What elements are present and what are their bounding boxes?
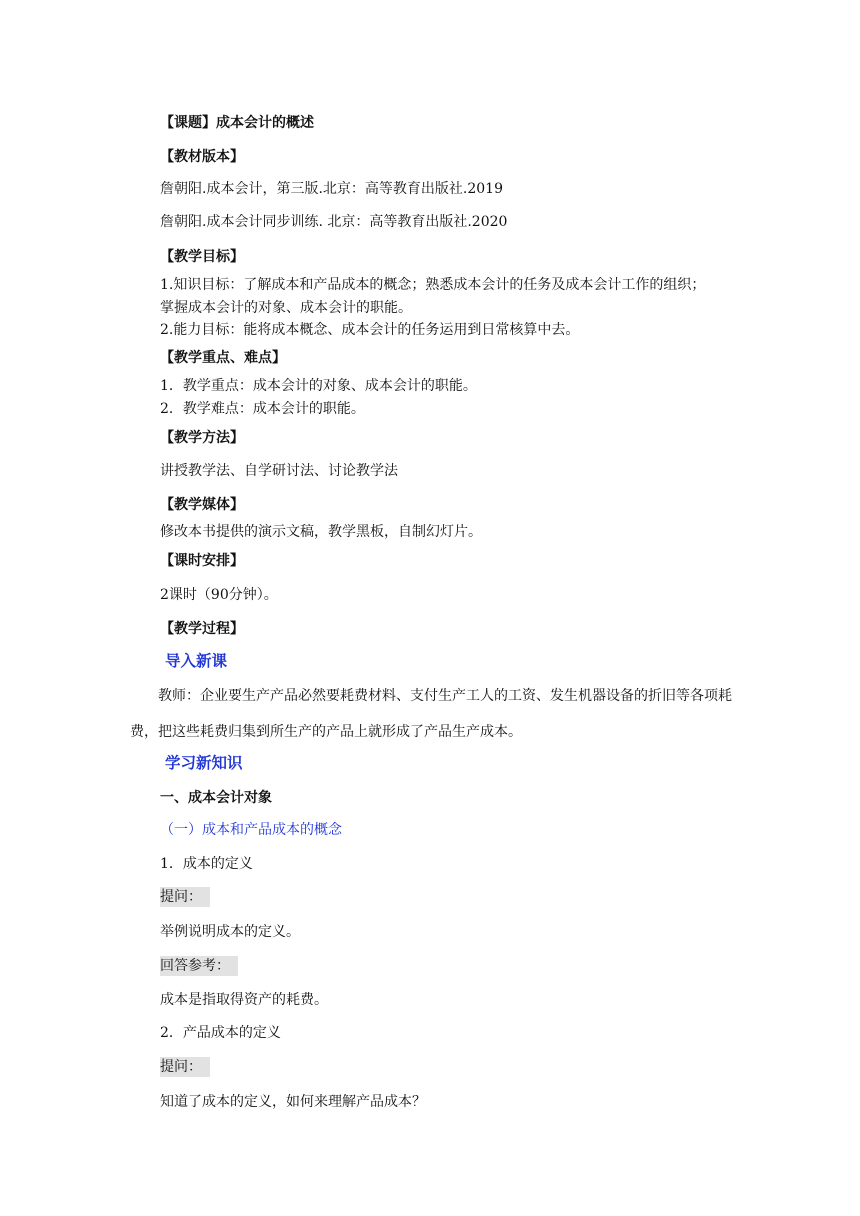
ask-text-2: 知道了成本的定义，如何来理解产品成本？ bbox=[160, 1094, 426, 1110]
keypoint-1: 1．教学重点：成本会计的对象、成本会计的职能。 bbox=[160, 378, 477, 394]
schedule-heading: 【课时安排】 bbox=[160, 553, 244, 569]
answer-label-1-text: 回答参考： bbox=[160, 956, 238, 976]
methods-text: 讲授教学法、自学研讨法、讨论教学法 bbox=[160, 463, 398, 479]
subsection-1-heading: （一）成本和产品成本的概念 bbox=[160, 822, 342, 838]
textbook-line-2: 詹朝阳.成本会计同步训练. 北京：高等教育出版社.2020 bbox=[160, 214, 508, 230]
answer-text-1: 成本是指取得资产的耗费。 bbox=[160, 992, 328, 1008]
goals-heading: 【教学目标】 bbox=[160, 249, 244, 265]
schedule-text: 2课时（90分钟）。 bbox=[160, 587, 278, 603]
goal-1-line-b: 掌握成本会计的对象、成本会计的职能。 bbox=[160, 300, 412, 316]
methods-heading: 【教学方法】 bbox=[160, 430, 244, 446]
keypoints-heading: 【教学重点、难点】 bbox=[160, 350, 286, 366]
intro-paragraph: 教师：企业要生产产品必然要耗费材料、支付生产工人的工资、发生机器设备的折旧等各项耗费，把这些耗费归集到所生产的产品上就形成了产品生产成本。 bbox=[130, 688, 732, 740]
textbook-heading: 【教材版本】 bbox=[160, 149, 244, 165]
new-knowledge-title: 学习新知识 bbox=[165, 754, 243, 772]
section-1-heading: 一、成本会计对象 bbox=[160, 790, 272, 806]
intro-title: 导入新课 bbox=[165, 652, 228, 670]
media-heading: 【教学媒体】 bbox=[160, 497, 244, 513]
ask-label-2 bbox=[160, 1058, 210, 1076]
item-2-heading: 2．产品成本的定义 bbox=[160, 1025, 281, 1041]
item-1-heading: 1．成本的定义 bbox=[160, 856, 253, 872]
ask-label-1 bbox=[160, 888, 210, 906]
textbook-line-1: 詹朝阳.成本会计，第三版.北京：高等教育出版社.2019 bbox=[160, 181, 503, 197]
answer-label-1 bbox=[160, 957, 238, 975]
media-text: 修改本书提供的演示文稿，教学黑板，自制幻灯片。 bbox=[160, 524, 482, 540]
topic-heading: 【课题】成本会计的概述 bbox=[160, 115, 314, 131]
goal-1-line-a: 1.知识目标：了解成本和产品成本的概念；熟悉成本会计的任务及成本会计工作的组织； bbox=[160, 277, 706, 293]
ask-label-1-text: 提问： bbox=[160, 887, 210, 907]
keypoint-2: 2．教学难点：成本会计的职能。 bbox=[160, 401, 365, 417]
ask-label-2-text: 提问： bbox=[160, 1057, 210, 1077]
ask-text-1: 举例说明成本的定义。 bbox=[160, 924, 300, 940]
goal-2: 2.能力目标：能将成本概念、成本会计的任务运用到日常核算中去。 bbox=[160, 322, 580, 338]
process-heading: 【教学过程】 bbox=[160, 621, 244, 637]
